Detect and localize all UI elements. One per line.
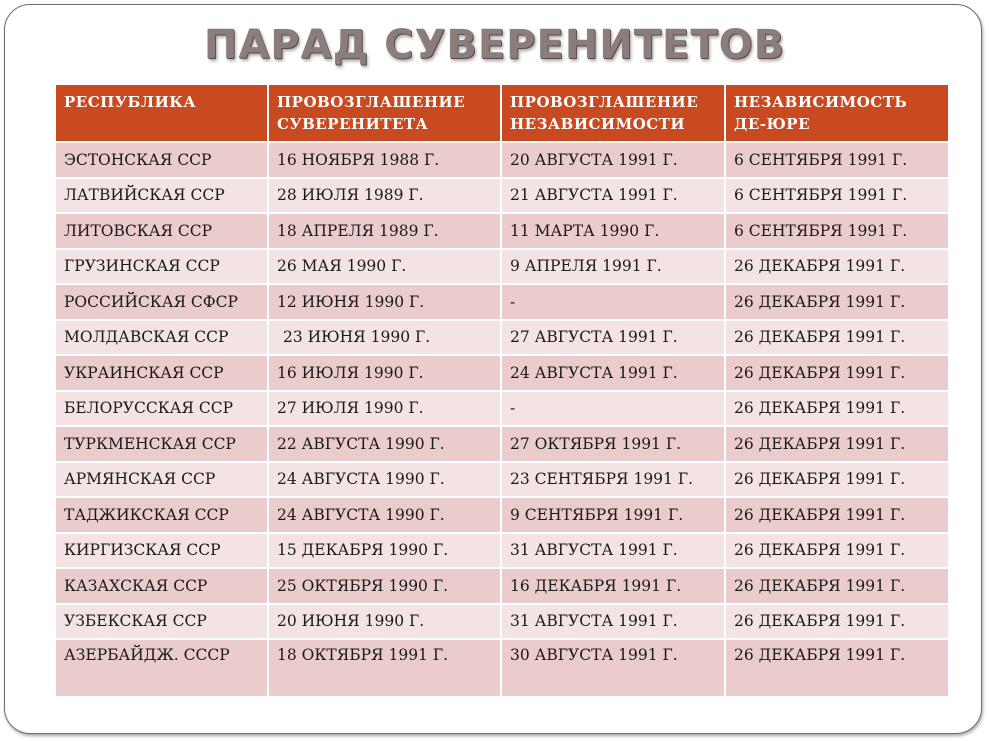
cell-independence: - [502,283,724,319]
table-row [56,177,948,213]
table-body [56,141,948,696]
cell-independence: 9 СЕНТЯБРЯ 1991 Г. [502,496,724,532]
table-row [56,354,948,390]
table-row [56,603,948,639]
cell-sovereignty: 24 АВГУСТА 1990 Г. [269,461,500,497]
cell-republic: РОССИЙСКАЯ СФСР [56,283,267,319]
table-row [56,390,948,426]
cell-de-jure: 26 ДЕКАБРЯ 1991 Г. [726,603,948,639]
table-row [56,248,948,284]
cell-republic: БЕЛОРУССКАЯ ССР [56,390,267,426]
table-row [56,319,948,355]
cell-sovereignty: 16 НОЯБРЯ 1988 Г. [269,141,500,177]
cell-republic: АЗЕРБАЙДЖ. СССР [56,638,267,696]
cell-de-jure: 6 СЕНТЯБРЯ 1991 Г. [726,212,948,248]
cell-de-jure: 26 ДЕКАБРЯ 1991 Г. [726,283,948,319]
table-row [56,425,948,461]
cell-republic: АРМЯНСКАЯ ССР [56,461,267,497]
cell-sovereignty: 22 АВГУСТА 1990 Г. [269,425,500,461]
cell-sovereignty: 18 АПРЕЛЯ 1989 Г. [269,212,500,248]
cell-republic: УКРАИНСКАЯ ССР [56,354,267,390]
cell-de-jure: 6 СЕНТЯБРЯ 1991 Г. [726,177,948,213]
cell-independence: 27 ОКТЯБРЯ 1991 Г. [502,425,724,461]
cell-republic: ТУРКМЕНСКАЯ ССР [56,425,267,461]
cell-independence: 30 АВГУСТА 1991 Г. [502,638,724,696]
table-row [56,532,948,568]
cell-de-jure: 26 ДЕКАБРЯ 1991 Г. [726,532,948,568]
cell-sovereignty: 16 ИЮЛЯ 1990 Г. [269,354,500,390]
cell-independence: 23 СЕНТЯБРЯ 1991 Г. [502,461,724,497]
cell-independence: 11 МАРТА 1990 Г. [502,212,724,248]
cell-republic: КАЗАХСКАЯ ССР [56,567,267,603]
cell-independence: 24 АВГУСТА 1991 Г. [502,354,724,390]
cell-de-jure: 26 ДЕКАБРЯ 1991 Г. [726,425,948,461]
table-row [56,141,948,177]
cell-independence: 31 АВГУСТА 1991 Г. [502,603,724,639]
cell-independence: 31 АВГУСТА 1991 Г. [502,532,724,568]
header-republic: РЕСПУБЛИКА [56,85,267,141]
cell-de-jure: 26 ДЕКАБРЯ 1991 Г. [726,496,948,532]
sovereignty-table [54,85,950,696]
cell-de-jure: 26 ДЕКАБРЯ 1991 Г. [726,390,948,426]
table-row [56,212,948,248]
cell-republic: ТАДЖИКСКАЯ ССР [56,496,267,532]
header-independence: ПРОВОЗГЛАШЕНИЕ НЕЗАВИСИМОСТИ [502,85,724,141]
table-row [56,567,948,603]
header-sovereignty: ПРОВОЗГЛАШЕНИЕ СУВЕРЕНИТЕТА [269,85,500,141]
table-header-row [56,85,948,141]
cell-sovereignty: 24 АВГУСТА 1990 Г. [269,496,500,532]
cell-republic: КИРГИЗСКАЯ ССР [56,532,267,568]
cell-republic: ЛАТВИЙСКАЯ ССР [56,177,267,213]
cell-republic: МОЛДАВСКАЯ ССР [56,319,267,355]
cell-de-jure: 26 ДЕКАБРЯ 1991 Г. [726,319,948,355]
page-title: ПАРАД СУВЕРЕНИТЕТОВ [203,22,786,68]
header-de-jure: НЕЗАВИСИМОСТЬ ДЕ-ЮРЕ [726,85,948,141]
cell-independence: 21 АВГУСТА 1991 Г. [502,177,724,213]
cell-sovereignty: 12 ИЮНЯ 1990 Г. [269,283,500,319]
cell-independence: 9 АПРЕЛЯ 1991 Г. [502,248,724,284]
cell-independence: - [502,390,724,426]
cell-de-jure: 26 ДЕКАБРЯ 1991 Г. [726,567,948,603]
cell-sovereignty: 15 ДЕКАБРЯ 1990 Г. [269,532,500,568]
table-row [56,283,948,319]
cell-independence: 16 ДЕКАБРЯ 1991 Г. [502,567,724,603]
cell-republic: ЭСТОНСКАЯ ССР [56,141,267,177]
cell-sovereignty: 26 МАЯ 1990 Г. [269,248,500,284]
cell-sovereignty: 23 ИЮНЯ 1990 Г. [269,319,500,355]
cell-sovereignty: 25 ОКТЯБРЯ 1990 Г. [269,567,500,603]
cell-de-jure: 26 ДЕКАБРЯ 1991 Г. [726,461,948,497]
cell-de-jure: 6 СЕНТЯБРЯ 1991 Г. [726,141,948,177]
cell-independence: 27 АВГУСТА 1991 Г. [502,319,724,355]
cell-sovereignty: 20 ИЮНЯ 1990 Г. [269,603,500,639]
cell-de-jure: 26 ДЕКАБРЯ 1991 Г. [726,638,948,696]
cell-de-jure: 26 ДЕКАБРЯ 1991 Г. [726,248,948,284]
cell-republic: ГРУЗИНСКАЯ ССР [56,248,267,284]
cell-sovereignty: 28 ИЮЛЯ 1989 Г. [269,177,500,213]
table-row [56,496,948,532]
cell-sovereignty: 18 ОКТЯБРЯ 1991 Г. [269,638,500,696]
cell-republic: ЛИТОВСКАЯ ССР [56,212,267,248]
table-row [56,461,948,497]
table-row [56,638,948,696]
cell-sovereignty: 27 ИЮЛЯ 1990 Г. [269,390,500,426]
cell-republic: УЗБЕКСКАЯ ССР [56,603,267,639]
cell-de-jure: 26 ДЕКАБРЯ 1991 Г. [726,354,948,390]
cell-independence: 20 АВГУСТА 1991 Г. [502,141,724,177]
